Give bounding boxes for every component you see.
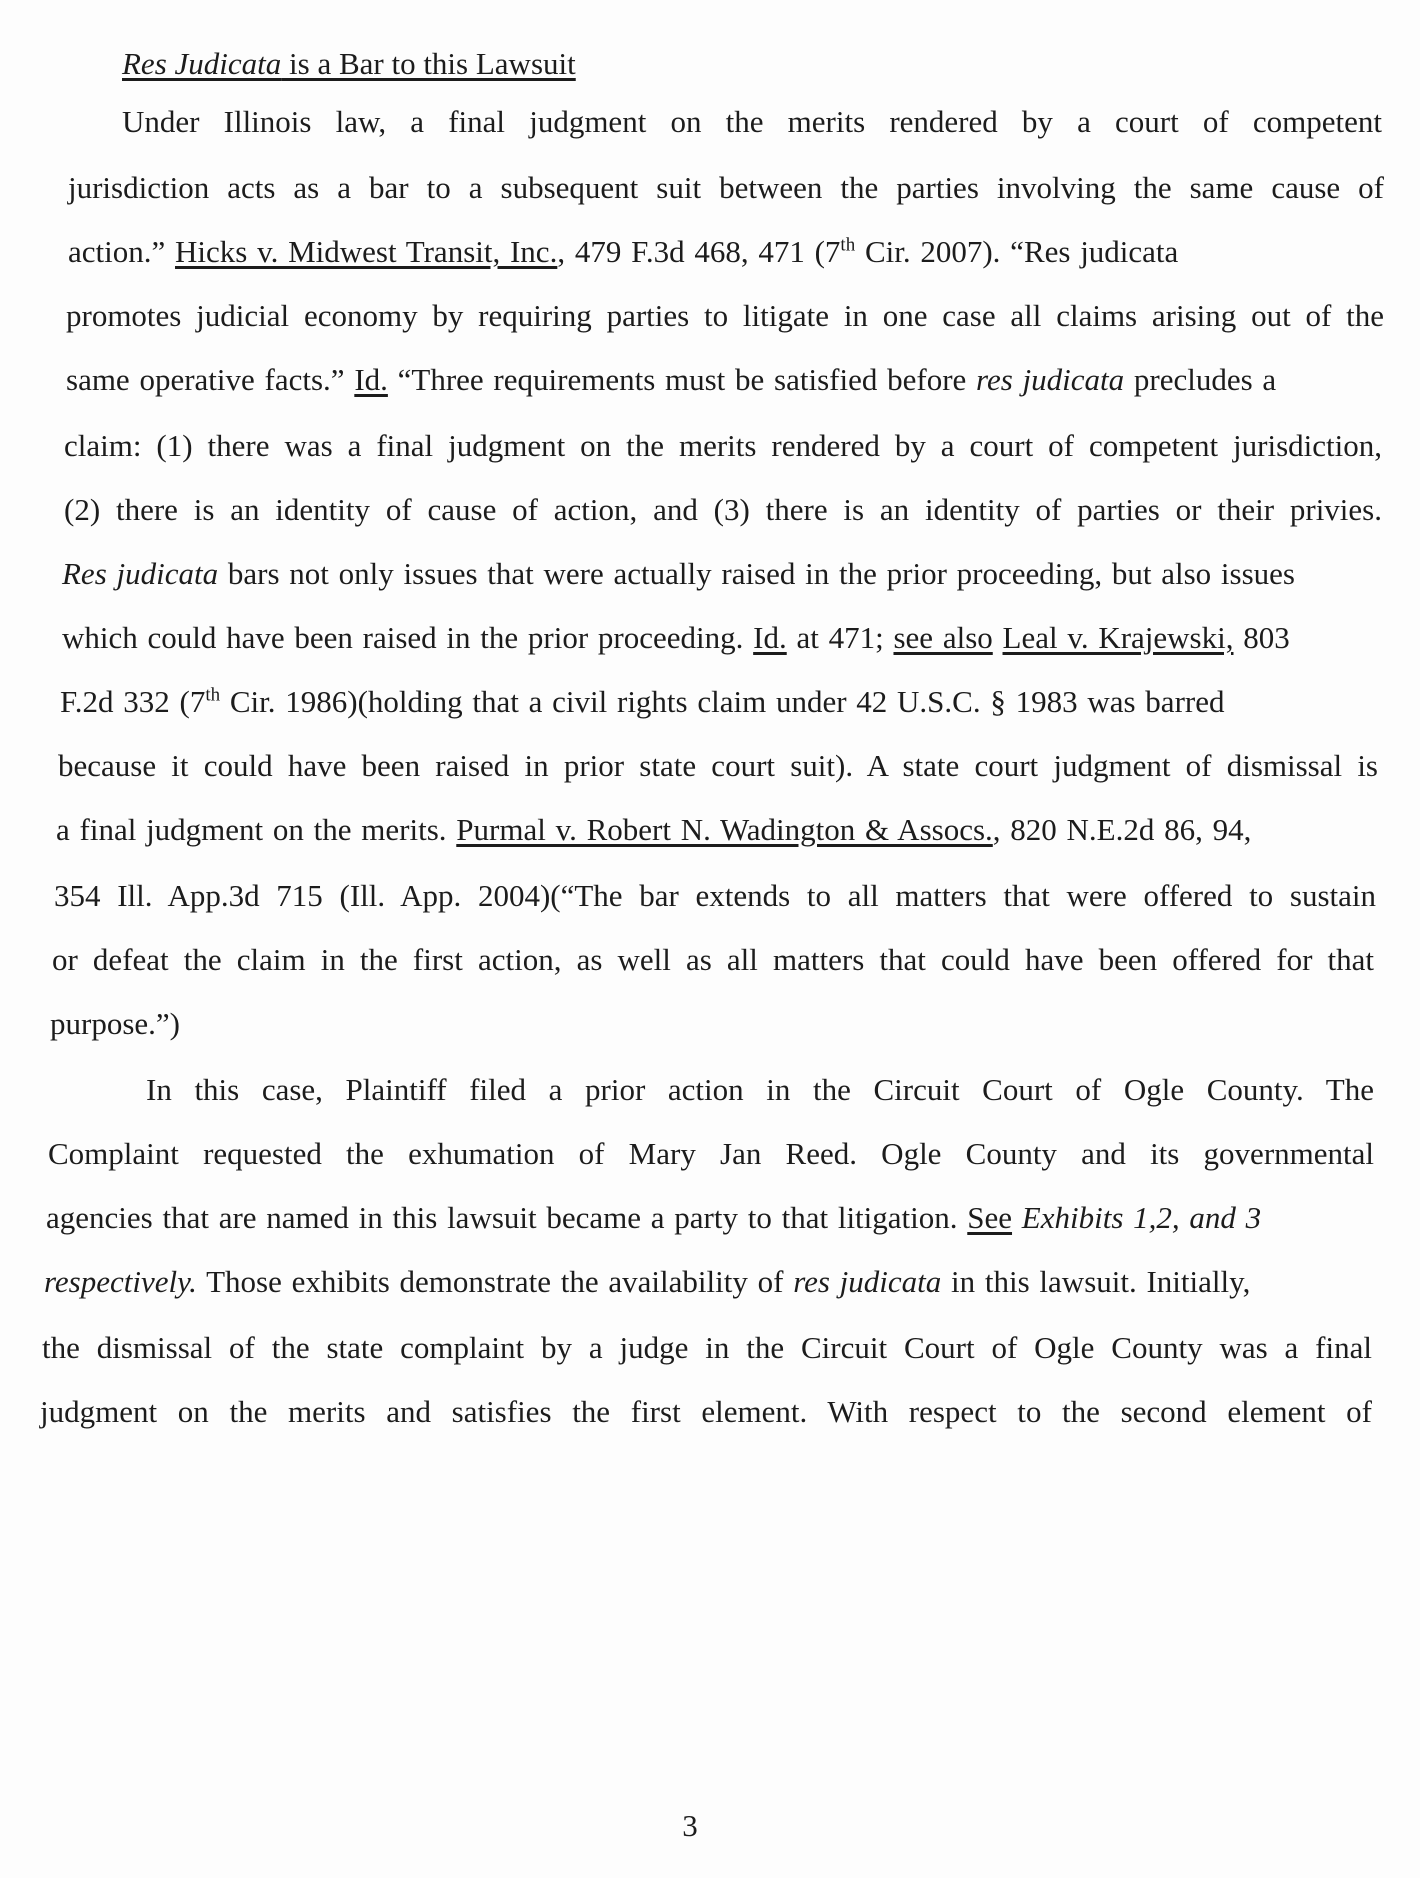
p1-l9-text-a: which could have been raised in the prior proceeding.: [62, 620, 754, 655]
p1-l10-superscript: th: [205, 684, 221, 706]
p1-line-8: [62, 556, 1295, 592]
p1-l8-italic: Res judicata: [62, 556, 219, 591]
p1-line-6: claim: (1) there was a final judgment on the merits rendered by a court of competent jurisdiction,: [64, 428, 1382, 463]
p1-line-11: because it could have been raised in prior state court suit). A state court judgment of dismissal is: [58, 748, 1378, 783]
citation-id: Id.: [753, 620, 787, 655]
p1-line-13: 354 Ill. App.3d 715 (Ill. App. 2004)(“The bar extends to all matters that were offered to sustain: [54, 878, 1376, 913]
p2-line-4: [44, 1264, 1250, 1300]
p1-l3-text-b: , 479 F.3d 468, 471 (7: [557, 234, 841, 269]
p2-l4-text-b: Those exhibits demonstrate the availability of: [196, 1264, 794, 1299]
p2-l4-italic: respectively.: [44, 1264, 197, 1299]
signal-see: See: [967, 1200, 1013, 1235]
section-heading: [122, 46, 576, 82]
heading-italic: Res Judicata: [122, 46, 282, 81]
p1-l3-text-a: action.”: [68, 234, 176, 269]
p1-l10-text-a: F.2d 332 (7: [60, 684, 206, 719]
p1-l9-text-d: 803: [1233, 620, 1290, 655]
p1-l8-text: bars not only issues that were actually raised in the prior proceeding, but also issues: [218, 556, 1295, 591]
case-citation-purmal: Purmal v. Robert N. Wadington & Assocs.: [456, 812, 993, 847]
p1-l9-space: [993, 620, 1003, 655]
heading-rest: is a Bar to this Lawsuit: [281, 46, 576, 81]
p2-l3-space: [1012, 1200, 1022, 1235]
p1-line-15: purpose.”): [50, 1006, 180, 1041]
p1-line-5: [66, 362, 1276, 398]
p2-line-5: the dismissal of the state complaint by a judge in the Circuit Court of Ogle County was a final: [42, 1330, 1372, 1365]
p1-l10-text-b: Cir. 1986)(holding that a civil rights claim under 42 U.S.C. § 1983 was barred: [220, 684, 1225, 719]
p1-line-3: [68, 234, 1178, 270]
p1-l12-text-b: , 820 N.E.2d 86, 94,: [992, 812, 1252, 847]
p2-line-6: judgment on the merits and satisfies the first element. With respect to the second element of: [40, 1394, 1372, 1429]
p1-line-14: or defeat the claim in the first action, as well as all matters that could have been offered for that: [52, 942, 1374, 977]
p2-l4-text-c: in this lawsuit. Initially,: [941, 1264, 1251, 1299]
p1-l3-text-c: Cir. 2007). “Res judicata: [855, 234, 1179, 269]
citation-id: Id.: [354, 362, 388, 397]
p1-line-10: [60, 684, 1224, 720]
p1-l5-italic: res judicata: [976, 362, 1125, 397]
case-citation-leal: Leal v. Krajewski,: [1002, 620, 1234, 655]
p2-line-3: [46, 1200, 1261, 1236]
p1-line-9: [62, 620, 1290, 656]
p2-line-2: Complaint requested the exhumation of Mary Jan Reed. Ogle County and its governmental: [48, 1136, 1374, 1171]
p2-l4-italic-2: res judicata: [793, 1264, 942, 1299]
p1-l12-text-a: a final judgment on the merits.: [56, 812, 457, 847]
p1-line-7: (2) there is an identity of cause of action, and (3) there is an identity of parties or their privies.: [64, 492, 1382, 527]
p1-l9-text-b: at 471;: [786, 620, 894, 655]
exhibits-reference: Exhibits 1,2, and 3: [1021, 1200, 1262, 1235]
p2-line-1: In this case, Plaintiff filed a prior action in the Circuit Court of Ogle County. The: [146, 1072, 1374, 1107]
signal-see-also: see also: [893, 620, 993, 655]
page-number: 3: [682, 1808, 698, 1843]
case-citation-hicks: Hicks v. Midwest Transit, Inc.: [175, 234, 558, 269]
p1-line-2: jurisdiction acts as a bar to a subsequent suit between the parties involving the same cause of: [68, 170, 1384, 205]
p1-l5-text-c: precludes a: [1124, 362, 1277, 397]
p1-line-1: Under Illinois law, a final judgment on the merits rendered by a court of competent: [122, 104, 1382, 139]
p1-l5-text-b: “Three requirements must be satisfied before: [387, 362, 977, 397]
p1-line-12: [56, 812, 1251, 848]
p2-l3-text-a: agencies that are named in this lawsuit became a party to that litigation.: [46, 1200, 968, 1235]
p1-l5-text-a: same operative facts.”: [66, 362, 355, 397]
p1-line-4: promotes judicial economy by requiring parties to litigate in one case all claims arising out of the: [66, 298, 1384, 333]
p1-l3-superscript: th: [840, 234, 856, 256]
